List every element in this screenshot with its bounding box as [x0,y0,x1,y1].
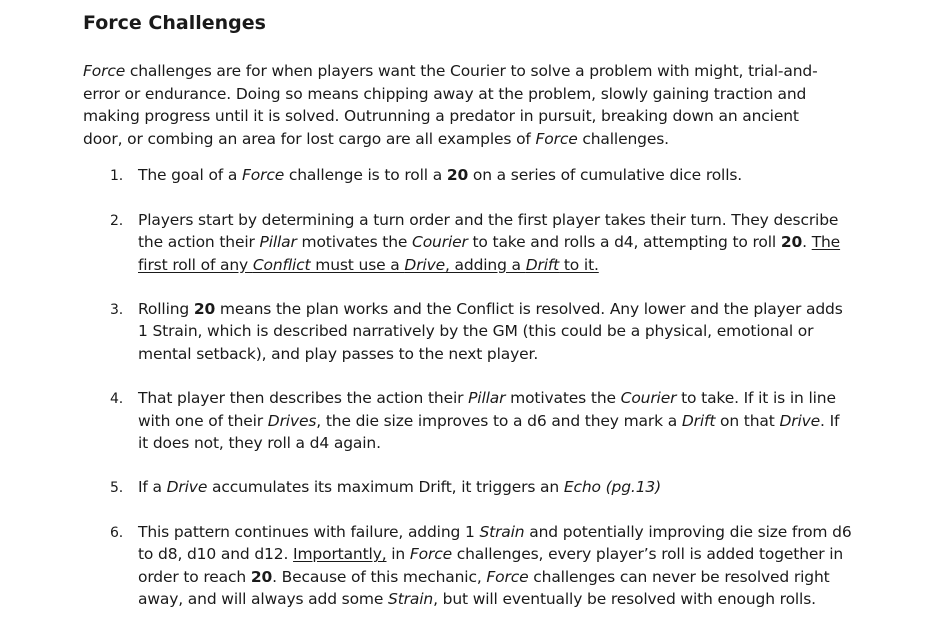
list-number-bold: 20 [193,300,216,318]
list-number-bold: 20 [446,166,469,185]
list-text: Players start by determining a turn order and the first player takes their turn. They describe the action their [138,210,839,252]
list-number: 6. [110,524,124,541]
list-text: , but will eventually be resolved with enough rolls. [433,590,816,609]
list-term: Strain [479,522,525,541]
list-term: Pillar [468,389,506,408]
section-heading: Force Challenges [83,12,266,34]
list-number-bold: 20 [250,567,273,586]
list-term: Drives [267,411,317,430]
underlined-word: Importantly, [293,545,387,564]
list-text: , adding a [444,255,526,274]
list-text: Rolling [138,300,194,318]
list-text: The goal of a [138,166,243,185]
list-term: Courier [412,233,468,252]
list-number: 5. [110,480,124,497]
intro-force-term: Force [83,62,126,80]
list-number: 3. [110,302,124,318]
list-text: . [802,233,812,252]
list-text: in [386,545,410,564]
list-term: Drive [404,255,445,274]
list-text: means the plan works and the Conflict is resolved. Any lower and the player adds 1 Strain, which is described narratively by the GM (this could be a physical, emotional or mental setback), and play passes to the next player. [138,300,843,363]
list-text: challenges can never be resolved right away, and will always add some [138,567,830,609]
list-text: The first roll of any [138,233,841,274]
rules-list [83,164,853,610]
list-item [83,164,853,186]
list-number-bold: 20 [780,233,803,252]
list-text: motivates the [505,389,621,408]
list-item [83,209,853,276]
intro-force-term: Force [535,129,578,148]
list-number: 1. [110,168,124,185]
list-item [83,521,853,611]
intro-paragraph [83,60,823,150]
list-text: challenges, every player’s roll is added together in order to reach [138,545,844,586]
list-item [83,298,853,365]
list-text: must use a [310,255,405,274]
list-text: , the die size improves to a d6 and they mark a [316,411,682,430]
document-page [83,10,853,632]
list-term: Force [486,567,529,586]
list-term: Drive [166,478,208,497]
list-item [83,387,853,454]
list-term: Strain [388,590,434,609]
list-text: That player then describes the action their [138,389,469,408]
intro-text-1: challenges are for when players want the Courier to solve a problem with might, trial-and-error or endurance. Doing so means chipping away at the problem, slowly gaining traction and making progress until it is solved. Outrunning a predator in pursuit, breaking down an ancient door, or combing an area for lost cargo are all examples of [83,62,818,148]
list-term: Force [409,545,452,564]
list-term: Conflict [252,255,311,274]
list-text: to take. If it is in line with one of their [138,389,836,430]
list-term: Courier [620,389,677,408]
list-text: to it. [559,255,599,274]
list-text: . If it does not, they roll a d4 again. [138,411,840,453]
list-text: on a series of cumulative dice rolls. [468,166,743,185]
list-term: Drive [779,411,821,430]
list-text: This pattern continues with failure, adding 1 [138,522,480,541]
list-text: motivates the [296,233,413,252]
list-text: on that [715,411,780,430]
list-text: . Because of this mechanic, [272,567,487,586]
list-text: challenge is to roll a [284,166,447,185]
list-text: accumulates its maximum Drift, it triggers an [207,478,564,497]
list-term: Drift [525,255,560,274]
list-term: Force [242,166,285,185]
list-text: to take and rolls a d4, attempting to roll [467,233,781,252]
list-number: 2. [110,212,124,229]
list-term: Pillar [259,233,297,252]
list-number: 4. [110,391,124,408]
intro-text-2: challenges. [577,129,669,148]
list-item [83,476,853,498]
list-term: Echo (pg.13) [563,478,662,497]
list-text: If a [138,478,167,497]
list-text: and potentially improving die size from d6 to d8, d10 and d12. [138,522,852,564]
list-term: Drift [681,411,716,430]
